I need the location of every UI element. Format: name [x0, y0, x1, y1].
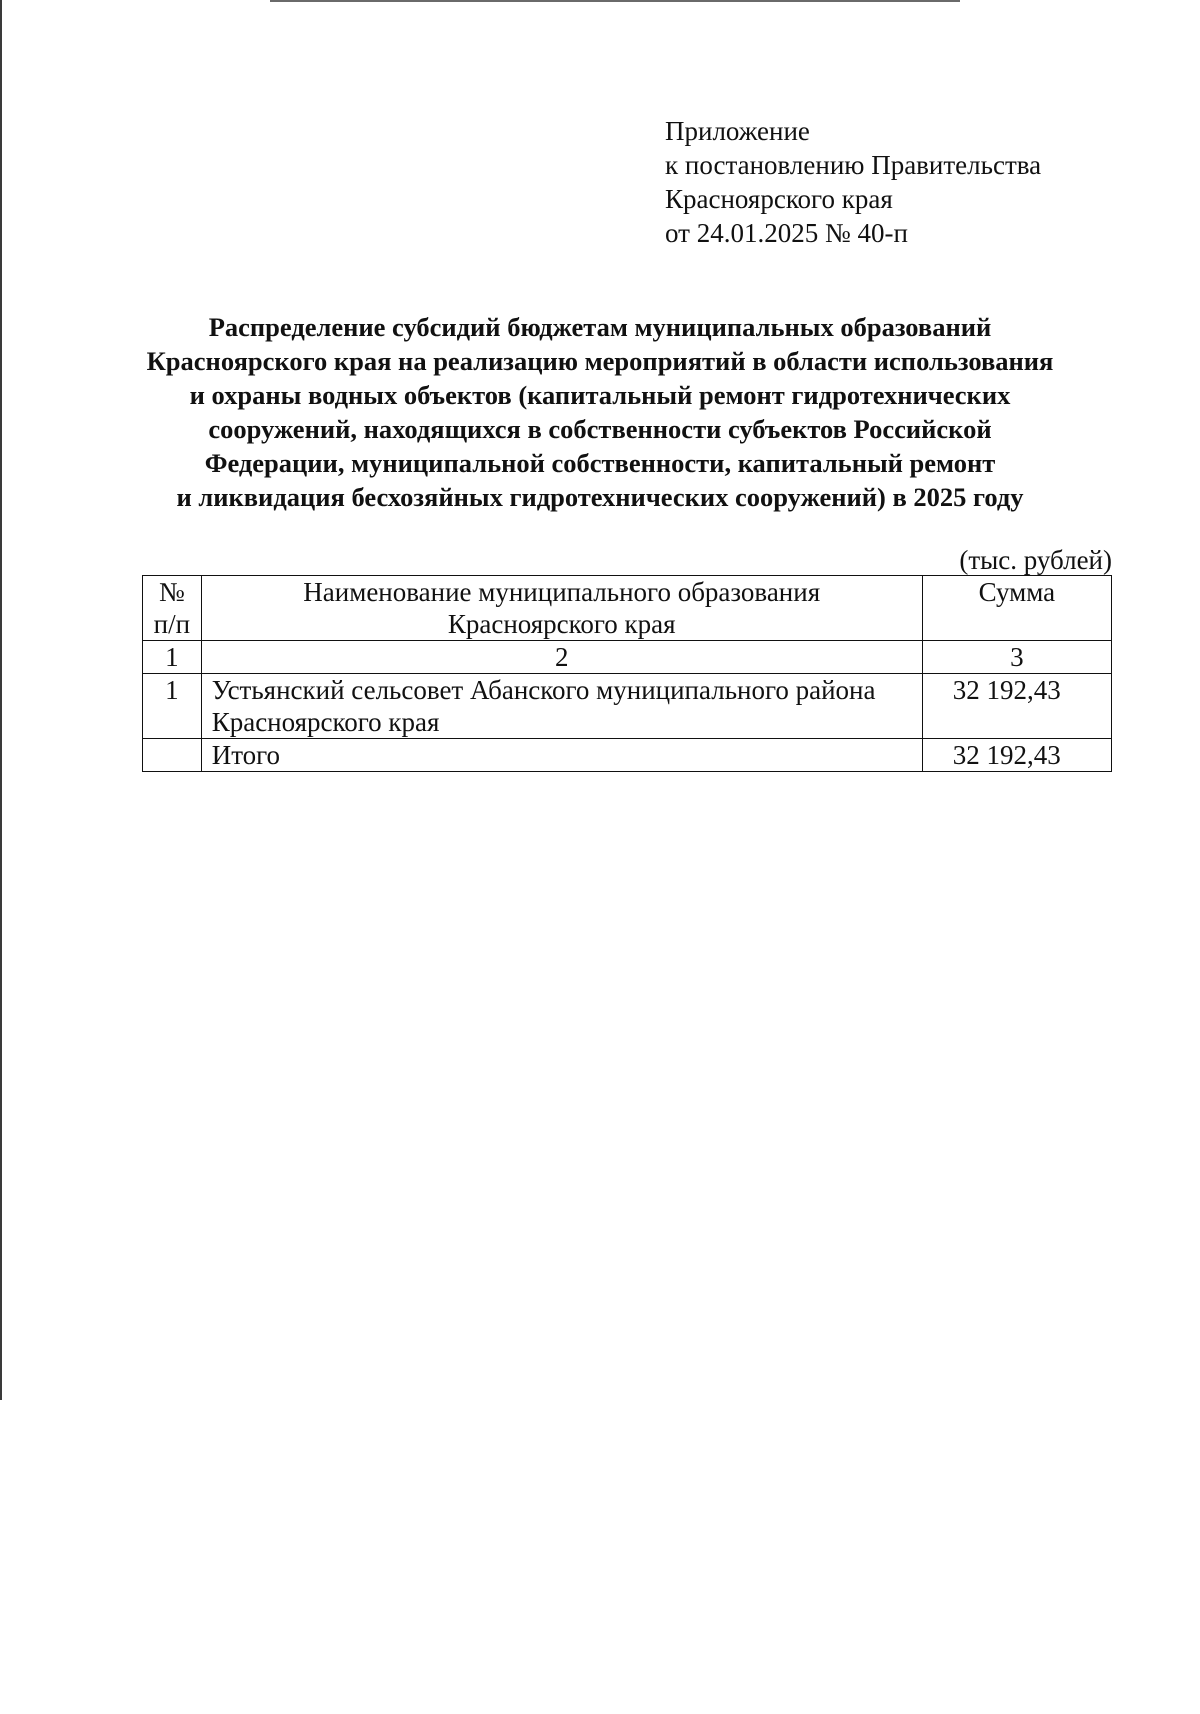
appendix-line-1: Приложение [665, 116, 810, 146]
column-number-3: 3 [922, 641, 1111, 674]
total-sum-cell: 32 192,43 [922, 739, 1111, 772]
row-num-cell: 1 [143, 674, 202, 739]
header-name-line-1: Наименование муниципального образования [303, 577, 821, 607]
column-number-2: 2 [201, 641, 922, 674]
appendix-header [665, 114, 1041, 250]
table-header-row [143, 576, 1112, 641]
appendix-line-2: к постановлению Правительства [665, 150, 1042, 180]
total-num-cell [143, 739, 202, 772]
total-label-cell: Итого [201, 739, 922, 772]
column-numbers-row [143, 641, 1112, 674]
title-line-6: и ликвидация бесхозяйных гидротехнических сооружений) в 2025 году [176, 482, 1024, 512]
header-num-cell [143, 576, 202, 641]
subsidies-table [142, 575, 1112, 772]
appendix-line-4: от 24.01.2025 № 40-п [665, 218, 908, 248]
title-line-3: и охраны водных объектов (капитальный ремонт гидротехнических [189, 380, 1011, 410]
row-name-line-1: Устьянский сельсовет Абанского муниципального района [211, 675, 876, 705]
header-num-line-1: № [158, 577, 185, 607]
title-line-5: Федерации, муниципальной собственности, капитальный ремонт [204, 448, 996, 478]
header-name-cell [201, 576, 922, 641]
row-name-line-2: Красноярского края [211, 707, 440, 737]
appendix-line-3: Красноярского края [665, 184, 893, 214]
row-sum-cell: 32 192,43 [922, 674, 1111, 739]
scan-edge-left [0, 0, 2, 1400]
row-name-cell [201, 674, 922, 739]
table-row [143, 674, 1112, 739]
scan-edge-top [270, 0, 960, 2]
total-row [143, 739, 1112, 772]
header-sum-cell: Сумма [922, 576, 1111, 641]
units-label: (тыс. рублей) [959, 545, 1112, 575]
header-num-line-2: п/п [153, 609, 191, 639]
document-title [100, 310, 1100, 514]
title-line-1: Распределение субсидий бюджетам муниципальных образований [208, 312, 992, 342]
column-number-1: 1 [143, 641, 202, 674]
title-line-2: Красноярского края на реализацию мероприятий в области использования [146, 346, 1054, 376]
title-line-4: сооружений, находящихся в собственности субъектов Российской [208, 414, 992, 444]
header-name-line-2: Красноярского края [447, 609, 676, 639]
